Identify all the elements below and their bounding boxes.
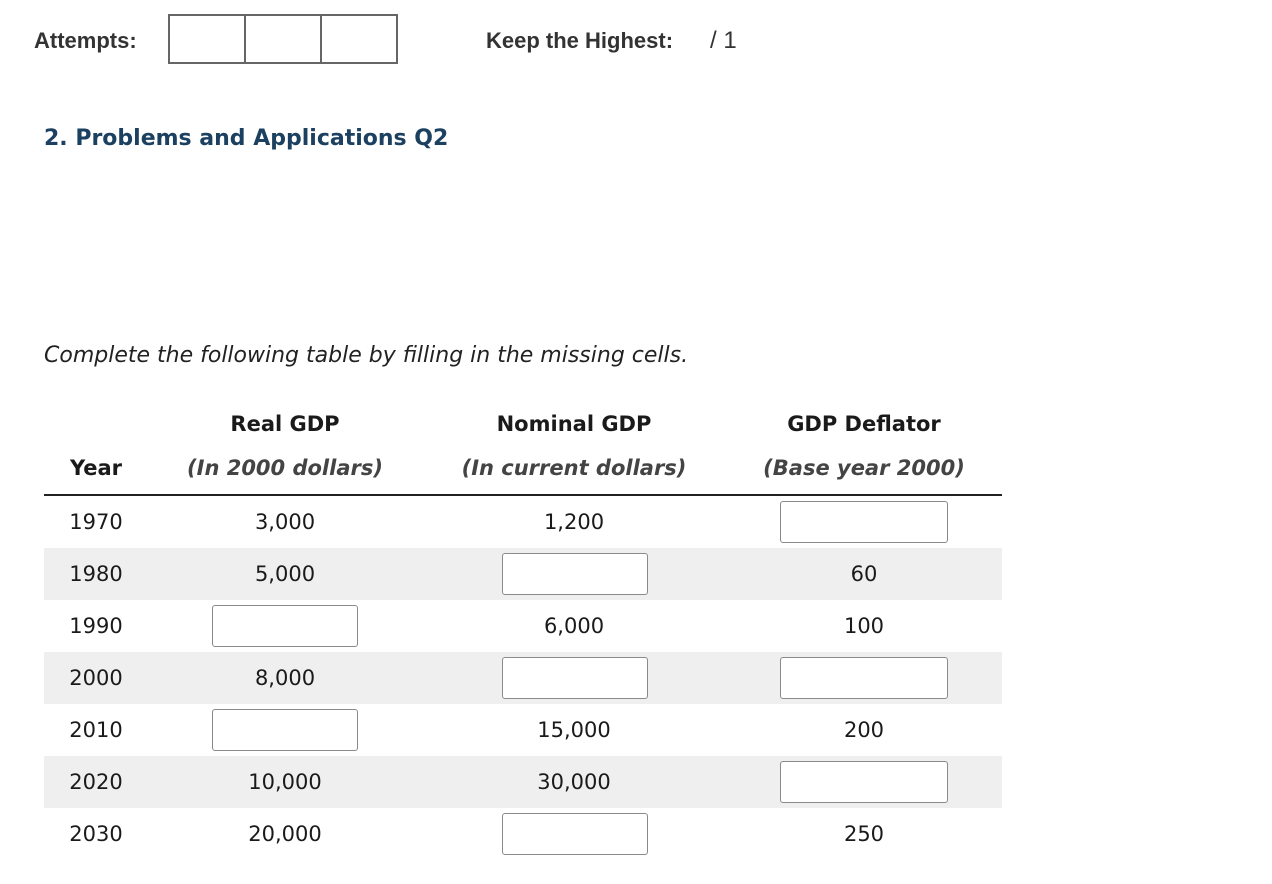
- table-row: [44, 496, 1002, 548]
- col-real-title: Real GDP: [230, 412, 340, 436]
- keep-highest-label: Keep the Highest:: [486, 28, 674, 53]
- nominal-gdp-input[interactable]: [502, 657, 648, 699]
- nominal-gdp-input[interactable]: [502, 553, 648, 595]
- nominal-gdp-input[interactable]: [502, 813, 648, 855]
- col-deflator-sub: (Base year 2000): [763, 456, 965, 480]
- gdp-deflator-cell: 200: [843, 718, 885, 742]
- table-row: [44, 808, 1002, 860]
- nominal-gdp-cell: 6,000: [543, 614, 605, 638]
- table-header-row-2: [44, 450, 1002, 496]
- real-gdp-input[interactable]: [212, 709, 358, 751]
- attempt-box-3: [320, 14, 398, 64]
- table-row: [44, 548, 1002, 600]
- gdp-deflator-cell: 250: [843, 822, 885, 846]
- gdp-deflator-input[interactable]: [780, 501, 948, 543]
- gdp-table: [44, 406, 1002, 860]
- real-gdp-cell: 20,000: [248, 822, 322, 846]
- instructions: Complete the following table by filling in the missing cells.: [44, 343, 689, 368]
- table-row: [44, 652, 1002, 704]
- year-cell: 1990: [69, 614, 123, 638]
- table-row: [44, 704, 1002, 756]
- col-real-sub: (In 2000 dollars): [187, 456, 383, 480]
- year-cell: 2000: [69, 666, 123, 690]
- col-nominal-sub: (In current dollars): [461, 456, 687, 480]
- year-cell: 2010: [69, 718, 123, 742]
- nominal-gdp-cell: 15,000: [537, 718, 611, 742]
- table-row: [44, 600, 1002, 652]
- col-year: Year: [69, 456, 123, 480]
- table-header-row-1: [44, 406, 1002, 450]
- nominal-gdp-cell: 1,200: [543, 510, 605, 534]
- attempts-label: Attempts:: [34, 28, 137, 53]
- real-gdp-cell: 10,000: [248, 770, 322, 794]
- year-cell: 2020: [69, 770, 123, 794]
- year-cell: 1980: [69, 562, 123, 586]
- real-gdp-input[interactable]: [212, 605, 358, 647]
- attempt-box-2: [244, 14, 322, 64]
- gdp-deflator-input[interactable]: [780, 657, 948, 699]
- table-body: [44, 496, 1002, 860]
- gdp-deflator-cell: 60: [850, 562, 878, 586]
- year-cell: 2030: [69, 822, 123, 846]
- gdp-deflator-input[interactable]: [780, 761, 948, 803]
- attempt-boxes: [168, 14, 396, 64]
- real-gdp-cell: 5,000: [254, 562, 316, 586]
- real-gdp-cell: 3,000: [254, 510, 316, 534]
- table-row: [44, 756, 1002, 808]
- nominal-gdp-cell: 30,000: [537, 770, 611, 794]
- real-gdp-cell: 8,000: [254, 666, 316, 690]
- col-nominal-title: Nominal GDP: [496, 412, 652, 436]
- year-cell: 1970: [69, 510, 123, 534]
- score-value: / 1: [710, 27, 737, 54]
- gdp-deflator-cell: 100: [843, 614, 885, 638]
- question-title: 2. Problems and Applications Q2: [44, 126, 449, 151]
- col-deflator-title: GDP Deflator: [787, 412, 941, 436]
- attempts-bar: [34, 14, 794, 66]
- attempt-box-1: [168, 14, 246, 64]
